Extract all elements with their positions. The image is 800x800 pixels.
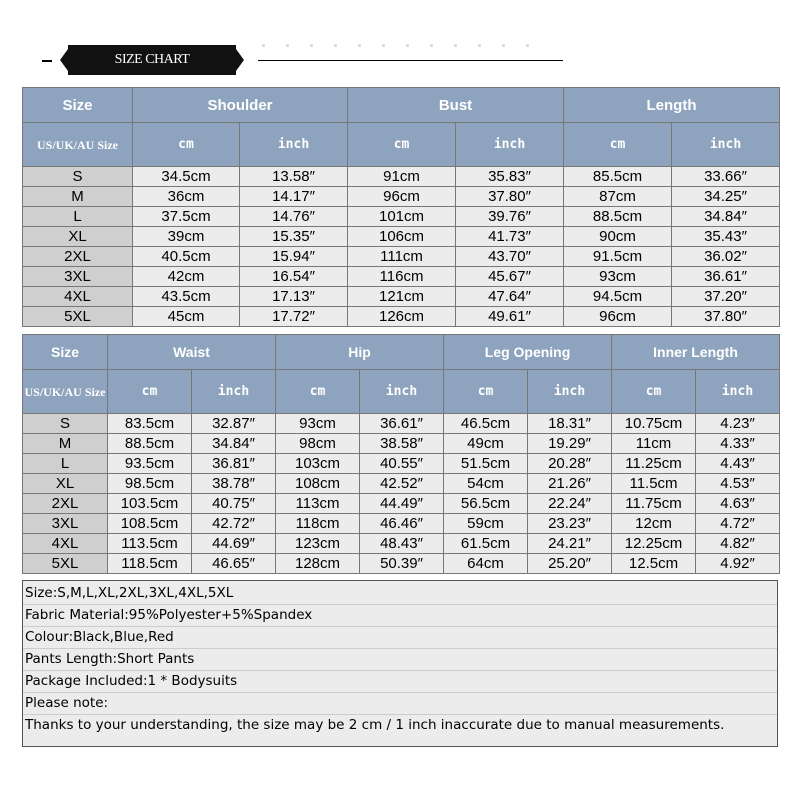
measurement-cell: 36cm: [133, 187, 240, 207]
measurement-cell: 44.49″: [360, 494, 444, 514]
unit-header: inch: [192, 370, 276, 414]
measurement-cell: 11.5cm: [612, 474, 696, 494]
measurement-cell: 121cm: [348, 287, 456, 307]
measurement-cell: 48.43″: [360, 534, 444, 554]
note-sizes: Size:S,M,L,XL,2XL,3XL,4XL,5XL: [23, 583, 777, 605]
measurement-cell: 17.72″: [240, 307, 348, 327]
measurement-cell: 12.5cm: [612, 554, 696, 574]
measurement-cell: 93.5cm: [108, 454, 192, 474]
measurement-cell: 126cm: [348, 307, 456, 327]
table-row: [23, 207, 780, 227]
measurement-cell: 11cm: [612, 434, 696, 454]
unit-header: inch: [696, 370, 780, 414]
unit-header: cm: [108, 370, 192, 414]
measurement-cell: 113cm: [276, 494, 360, 514]
size-cell: S: [23, 414, 108, 434]
banner-line-left: [42, 60, 52, 62]
measurement-cell: 64cm: [444, 554, 528, 574]
size-header: Size: [23, 88, 133, 123]
measurement-cell: 32.87″: [192, 414, 276, 434]
note-colour: Colour:Black,Blue,Red: [23, 627, 777, 649]
measurement-cell: 87cm: [564, 187, 672, 207]
measurement-cell: 96cm: [348, 187, 456, 207]
measurement-cell: 36.61″: [360, 414, 444, 434]
measurement-cell: 91.5cm: [564, 247, 672, 267]
measurement-cell: 10.75cm: [612, 414, 696, 434]
measurement-cell: 24.21″: [528, 534, 612, 554]
measurement-cell: 83.5cm: [108, 414, 192, 434]
measurement-cell: 111cm: [348, 247, 456, 267]
measurement-cell: 14.17″: [240, 187, 348, 207]
size-cell: XL: [23, 474, 108, 494]
note-package: Package Included:1 * Bodysuits: [23, 671, 777, 693]
measurement-cell: 106cm: [348, 227, 456, 247]
measurement-cell: 36.02″: [672, 247, 780, 267]
measurement-cell: 94.5cm: [564, 287, 672, 307]
table-row: [23, 227, 780, 247]
unit-header: cm: [444, 370, 528, 414]
measurement-cell: 118cm: [276, 514, 360, 534]
measurement-cell: 98.5cm: [108, 474, 192, 494]
size-chart-banner: [0, 40, 800, 80]
banner-dot: [502, 44, 505, 47]
size-cell: 2XL: [23, 494, 108, 514]
banner-title: SIZE CHART: [68, 45, 236, 75]
table-row: [23, 167, 780, 187]
table-row: [23, 454, 780, 474]
measurement-cell: 41.73″: [456, 227, 564, 247]
measurement-cell: 47.64″: [456, 287, 564, 307]
measurement-cell: 43.70″: [456, 247, 564, 267]
table-row: [23, 514, 780, 534]
note-please-note: Please note:: [23, 693, 777, 715]
measurement-cell: 49.61″: [456, 307, 564, 327]
size-cell: S: [23, 167, 133, 187]
measurement-cell: 37.5cm: [133, 207, 240, 227]
table-row: [23, 554, 780, 574]
measurement-cell: 113.5cm: [108, 534, 192, 554]
banner-dot: [430, 44, 433, 47]
measurement-cell: 25.20″: [528, 554, 612, 574]
unit-header: cm: [564, 123, 672, 167]
size-cell: 5XL: [23, 307, 133, 327]
measurement-cell: 15.35″: [240, 227, 348, 247]
measurement-cell: 12cm: [612, 514, 696, 534]
banner-dot: [286, 44, 289, 47]
measurement-cell: 21.26″: [528, 474, 612, 494]
measurement-cell: 16.54″: [240, 267, 348, 287]
measurement-cell: 37.20″: [672, 287, 780, 307]
banner-dot: [358, 44, 361, 47]
measurement-cell: 85.5cm: [564, 167, 672, 187]
banner-dot: [382, 44, 385, 47]
inner-length-header: Inner Length: [612, 335, 780, 370]
measurement-cell: 4.63″: [696, 494, 780, 514]
table-row: [23, 307, 780, 327]
measurement-cell: 19.29″: [528, 434, 612, 454]
measurement-cell: 18.31″: [528, 414, 612, 434]
measurement-cell: 54cm: [444, 474, 528, 494]
banner-dots: [262, 40, 562, 52]
table-row: [23, 247, 780, 267]
measurement-cell: 11.25cm: [612, 454, 696, 474]
bottom-size-table: [22, 334, 780, 574]
measurement-cell: 96cm: [564, 307, 672, 327]
banner-dot: [406, 44, 409, 47]
measurement-cell: 46.5cm: [444, 414, 528, 434]
unit-header: cm: [276, 370, 360, 414]
leg-opening-header: Leg Opening: [444, 335, 612, 370]
size-cell: 4XL: [23, 534, 108, 554]
table-row: [23, 267, 780, 287]
size-cell: M: [23, 187, 133, 207]
measurement-cell: 46.46″: [360, 514, 444, 534]
banner-line-right: [258, 60, 563, 61]
note-fabric: Fabric Material:95%Polyester+5%Spandex: [23, 605, 777, 627]
region-size-label: US/UK/AU Size: [23, 370, 108, 414]
measurement-cell: 40.75″: [192, 494, 276, 514]
banner-dot: [310, 44, 313, 47]
table-row: [23, 474, 780, 494]
table-row: [23, 434, 780, 454]
measurement-cell: 46.65″: [192, 554, 276, 574]
measurement-cell: 39cm: [133, 227, 240, 247]
table-row: [23, 187, 780, 207]
banner-dot: [334, 44, 337, 47]
measurement-cell: 42.72″: [192, 514, 276, 534]
measurement-cell: 40.5cm: [133, 247, 240, 267]
measurement-cell: 33.66″: [672, 167, 780, 187]
measurement-cell: 38.78″: [192, 474, 276, 494]
measurement-cell: 14.76″: [240, 207, 348, 227]
measurement-cell: 12.25cm: [612, 534, 696, 554]
measurement-cell: 50.39″: [360, 554, 444, 574]
size-cell: L: [23, 207, 133, 227]
measurement-cell: 4.92″: [696, 554, 780, 574]
size-cell: 2XL: [23, 247, 133, 267]
measurement-cell: 56.5cm: [444, 494, 528, 514]
measurement-cell: 17.13″: [240, 287, 348, 307]
unit-header: inch: [240, 123, 348, 167]
measurement-cell: 4.43″: [696, 454, 780, 474]
measurement-cell: 45.67″: [456, 267, 564, 287]
table-row: [23, 494, 780, 514]
measurement-cell: 40.55″: [360, 454, 444, 474]
measurement-cell: 11.75cm: [612, 494, 696, 514]
measurement-cell: 36.61″: [672, 267, 780, 287]
size-cell: 3XL: [23, 514, 108, 534]
measurement-cell: 103.5cm: [108, 494, 192, 514]
measurement-cell: 103cm: [276, 454, 360, 474]
unit-header: inch: [528, 370, 612, 414]
measurement-cell: 23.23″: [528, 514, 612, 534]
measurement-cell: 118.5cm: [108, 554, 192, 574]
product-notes: [22, 580, 778, 747]
measurement-cell: 51.5cm: [444, 454, 528, 474]
measurement-cell: 91cm: [348, 167, 456, 187]
size-cell: 4XL: [23, 287, 133, 307]
measurement-cell: 4.23″: [696, 414, 780, 434]
measurement-cell: 36.81″: [192, 454, 276, 474]
table-row: [23, 287, 780, 307]
unit-header: cm: [612, 370, 696, 414]
measurement-cell: 93cm: [276, 414, 360, 434]
measurement-cell: 37.80″: [456, 187, 564, 207]
size-cell: M: [23, 434, 108, 454]
unit-header: cm: [348, 123, 456, 167]
region-size-label: US/UK/AU Size: [23, 123, 133, 167]
measurement-cell: 4.82″: [696, 534, 780, 554]
measurement-cell: 90cm: [564, 227, 672, 247]
measurement-cell: 15.94″: [240, 247, 348, 267]
hip-header: Hip: [276, 335, 444, 370]
size-header: Size: [23, 335, 108, 370]
measurement-cell: 4.53″: [696, 474, 780, 494]
banner-dot: [478, 44, 481, 47]
length-header: Length: [564, 88, 780, 123]
top-size-table: [22, 87, 780, 327]
shoulder-header: Shoulder: [133, 88, 348, 123]
banner-dot: [454, 44, 457, 47]
measurement-cell: 42.52″: [360, 474, 444, 494]
measurement-cell: 61.5cm: [444, 534, 528, 554]
measurement-cell: 44.69″: [192, 534, 276, 554]
measurement-cell: 49cm: [444, 434, 528, 454]
measurement-cell: 39.76″: [456, 207, 564, 227]
measurement-cell: 43.5cm: [133, 287, 240, 307]
banner-dot: [526, 44, 529, 47]
measurement-cell: 4.72″: [696, 514, 780, 534]
measurement-cell: 123cm: [276, 534, 360, 554]
note-measurement-disclaimer: Thanks to your understanding, the size may be 2 cm / 1 inch inaccurate due to manual measurements.: [25, 717, 725, 733]
unit-header: cm: [133, 123, 240, 167]
measurement-cell: 101cm: [348, 207, 456, 227]
measurement-cell: 88.5cm: [564, 207, 672, 227]
measurement-cell: 34.84″: [672, 207, 780, 227]
note-pants-length: Pants Length:Short Pants: [23, 649, 777, 671]
measurement-cell: 22.24″: [528, 494, 612, 514]
measurement-cell: 38.58″: [360, 434, 444, 454]
measurement-cell: 116cm: [348, 267, 456, 287]
unit-header: inch: [360, 370, 444, 414]
bust-header: Bust: [348, 88, 564, 123]
measurement-cell: 20.28″: [528, 454, 612, 474]
measurement-cell: 4.33″: [696, 434, 780, 454]
measurement-cell: 108.5cm: [108, 514, 192, 534]
measurement-cell: 98cm: [276, 434, 360, 454]
measurement-cell: 34.5cm: [133, 167, 240, 187]
unit-header: inch: [456, 123, 564, 167]
measurement-cell: 59cm: [444, 514, 528, 534]
size-cell: 5XL: [23, 554, 108, 574]
unit-header: inch: [672, 123, 780, 167]
measurement-cell: 35.83″: [456, 167, 564, 187]
measurement-cell: 35.43″: [672, 227, 780, 247]
banner-dot: [262, 44, 265, 47]
measurement-cell: 42cm: [133, 267, 240, 287]
table-row: [23, 534, 780, 554]
measurement-cell: 128cm: [276, 554, 360, 574]
table-row: [23, 414, 780, 434]
waist-header: Waist: [108, 335, 276, 370]
measurement-cell: 45cm: [133, 307, 240, 327]
size-cell: L: [23, 454, 108, 474]
measurement-cell: 88.5cm: [108, 434, 192, 454]
size-cell: XL: [23, 227, 133, 247]
measurement-cell: 34.25″: [672, 187, 780, 207]
measurement-cell: 13.58″: [240, 167, 348, 187]
measurement-cell: 34.84″: [192, 434, 276, 454]
size-cell: 3XL: [23, 267, 133, 287]
measurement-cell: 37.80″: [672, 307, 780, 327]
measurement-cell: 108cm: [276, 474, 360, 494]
measurement-cell: 93cm: [564, 267, 672, 287]
